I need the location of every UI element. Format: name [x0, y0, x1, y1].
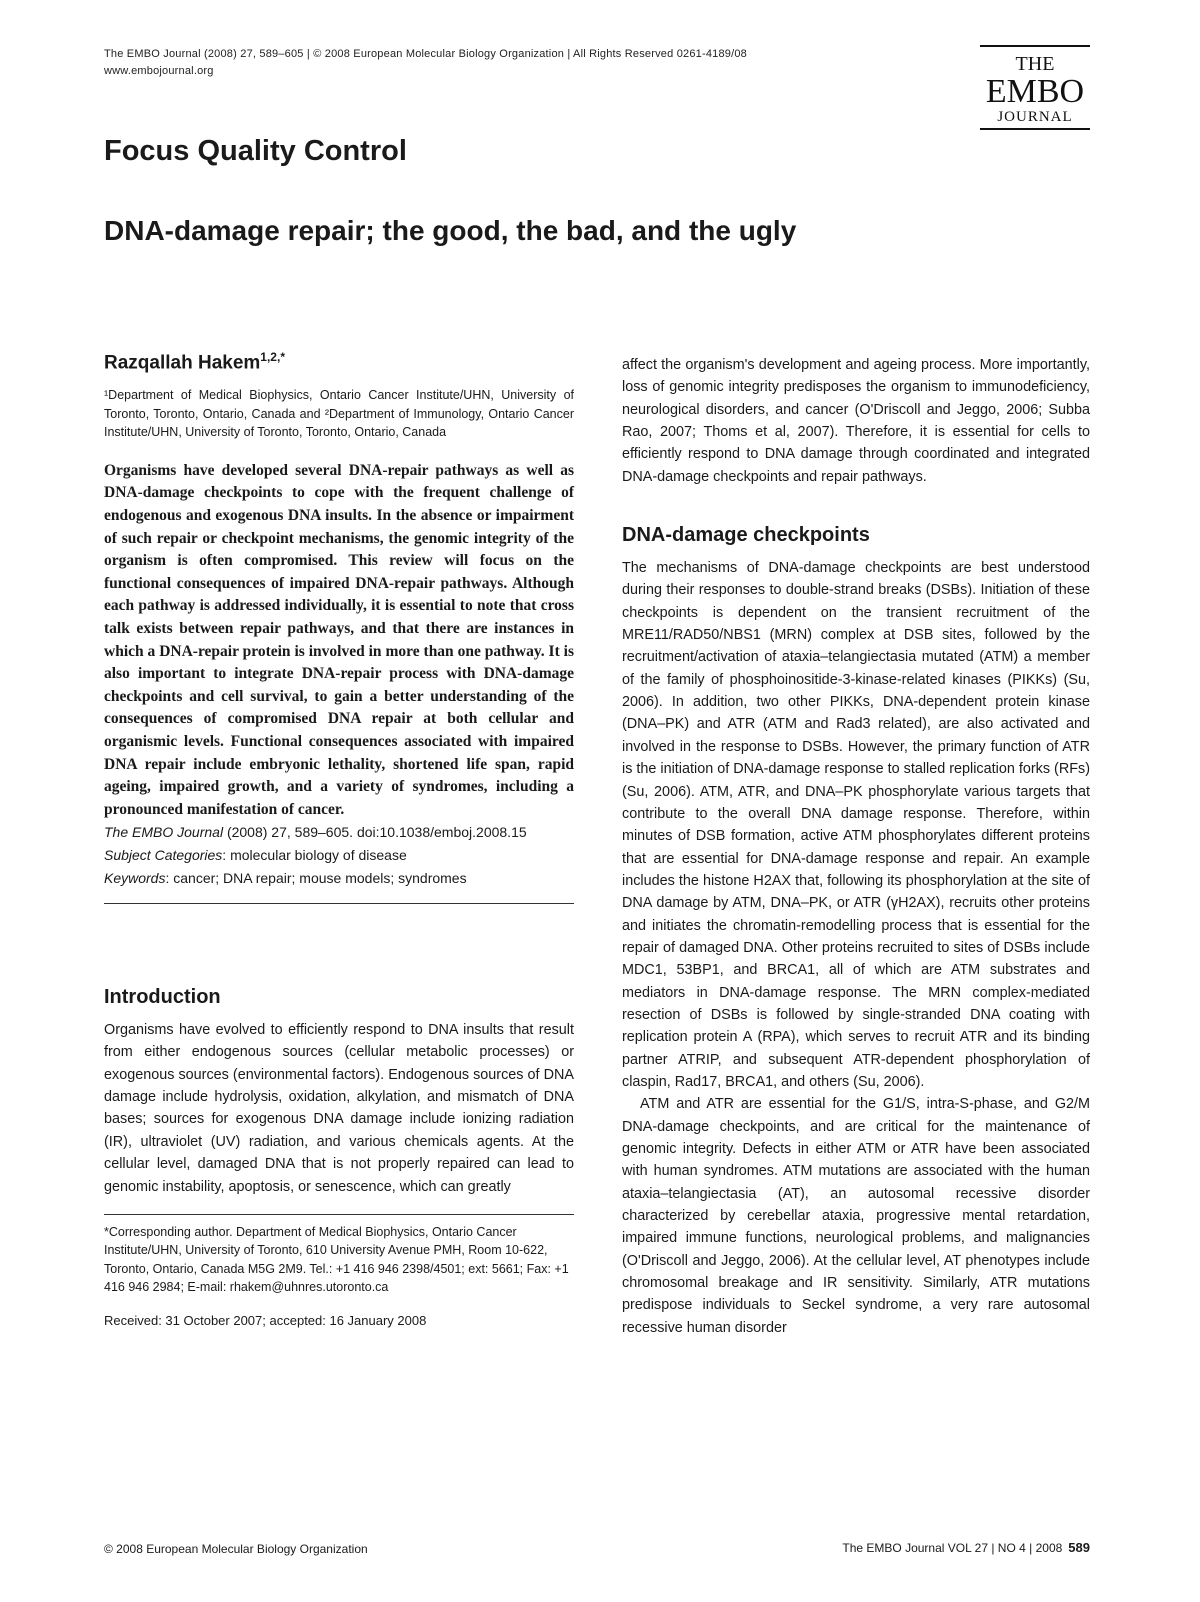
footnote-divider: [104, 1214, 574, 1215]
footer-copyright: © 2008 European Molecular Biology Organization: [104, 1542, 368, 1556]
keywords-value: : cancer; DNA repair; mouse models; syndromes: [165, 869, 467, 886]
keywords-label: Keywords: [104, 869, 166, 886]
subject-categories: [104, 844, 574, 867]
page-number: 589: [1068, 1540, 1090, 1555]
citation-details: (2008) 27, 589–605. doi:10.1038/emboj.2008.15: [223, 824, 527, 841]
journal-header-line: The EMBO Journal (2008) 27, 589–605 | © 2008 European Molecular Biology Organization | All Rights Reserved 0261-4189/08: [104, 48, 747, 60]
citation-journal: The EMBO Journal: [104, 824, 224, 841]
logo-bottom-rule: [980, 128, 1090, 130]
received-label: Received:: [104, 1312, 162, 1328]
checkpoints-heading: DNA-damage checkpoints: [622, 524, 870, 547]
introduction-text: Organisms have evolved to efficiently respond to DNA insults that result from either endogenous sources (cellular metabolic processes) or exogenous sources (environmental factors). Endogenous sources of DNA damage include hydrolysis, oxidation, alkylation, and mismatch of DNA bases; sources for exogenous DNA damage include ionizing radiation (IR), ultraviolet (UV) radiation, and various chemicals agents. At the cellular level, damaged DNA that is not properly repaired can lead to genomic instability, apoptosis, or senescence, which can greatly: [104, 1022, 574, 1195]
intro-continued-paragraph: affect the organism's development and ageing process. More importantly, loss of genomic integrity predisposes the organism to immunodeficiency, neurological disorders, and cancer (O'Driscoll and Jeggo, 2006; Subba Rao, 2007; Thoms et al, 2007). Therefore, it is essential for cells to efficiently respond to DNA damage through coordinated and integrated DNA-damage checkpoints and repair pathways.: [622, 357, 1090, 485]
left-column: [104, 350, 574, 1328]
abstract-divider: [104, 903, 574, 904]
author-name: Razqallah Hakem: [104, 352, 261, 374]
subject-value: : molecular biology of disease: [222, 846, 407, 863]
logo-the: THE: [1015, 53, 1055, 75]
citation: [104, 821, 574, 844]
journal-url[interactable]: www.embojournal.org: [104, 65, 214, 77]
footer-journal-info: [790, 1540, 1090, 1555]
logo-embo: EMBO: [985, 73, 1085, 110]
article-title: DNA-damage repair; the good, the bad, and the ugly: [104, 215, 797, 246]
subject-label: Subject Categories: [104, 846, 223, 863]
received-dates: [104, 1313, 574, 1328]
section-label: Focus Quality Control: [104, 135, 407, 167]
logo-top-rule: [980, 45, 1090, 47]
footer-volume: The EMBO Journal VOL 27 | NO 4 | 2008: [842, 1541, 1063, 1555]
logo-journal: JOURNAL: [997, 109, 1073, 125]
abstract: Organisms have developed several DNA-repair pathways as well as DNA-damage checkpoints to cope with the frequent challenge of endogenous and exogenous DNA insults. In the absence or impairment of such repair or checkpoint mechanisms, the genomic integrity of the organism is often compromised. This review will focus on the functional consequences of impaired DNA-repair pathways. Although each pathway is addressed individually, it is essential to note that cross talk exists between repair pathways, and that there are instances in which a DNA-repair protein is involved in more than one pathway. It is also important to integrate DNA-repair process with DNA-damage checkpoints and cell survival, to gain a better understanding of the consequences of compromised DNA repair at both cellular and organismic levels. Functional consequences associated with impaired DNA repair include embryonic lethality, shortened life span, rapid ageing, impaired growth, and a variety of syndromes, including a pronounced manifestation of cancer.: [104, 461, 574, 818]
embo-journal-logo: [980, 45, 1090, 130]
checkpoints-paragraph-2: ATM and ATR are essential for the G1/S, intra-S-phase, and G2/M DNA-damage checkpoints, and are critical for the maintenance of genomic integrity. Defects in either ATM or ATR have been associated with human syndromes. ATM mutations are associated with the human ataxia–telangiectasia (AT), an autosomal recessive disorder characterized by cerebellar ataxia, progressive mental retardation, impaired immune functions, neurological problems, and malignancies (O'Driscoll and Jeggo, 2006). At the cellular level, AT phenotypes include chromosomal breakage and IR sensitivity. Similarly, ATR mutations predispose individuals to Seckel syndrome, a very rare autosomal recessive human disorder: [622, 1096, 1090, 1336]
corresponding-author-footnote: *Corresponding author. Department of Medical Biophysics, Ontario Cancer Institute/UHN, University of Toronto, 610 University Avenue PMH, Room 10-622, Toronto, Ontario, Canada M5G 2M9. Tel.: +1 416 946 2398/4501; ext: 5661; Fax: +1 416 946 2984; E-mail: rhakem@uhnres.utoronto.ca: [104, 1224, 569, 1295]
received-date: 31 October 2007;: [161, 1312, 270, 1328]
accepted-label: accepted:: [269, 1312, 326, 1328]
citation-block: [104, 821, 574, 889]
accepted-date: 16 January 2008: [325, 1312, 427, 1328]
affiliations: ¹Department of Medical Biophysics, Ontario Cancer Institute/UHN, University of Toronto, Toronto, Ontario, Canada and ²Department of Immunology, Ontario Cancer Institute/UHN, University of Toronto, Toronto, Ontario, Canada: [104, 388, 574, 440]
introduction-heading: Introduction: [104, 986, 221, 1009]
author-line: [104, 350, 574, 374]
checkpoints-paragraph-1: The mechanisms of DNA-damage checkpoints are best understood during their responses to double-strand breaks (DSBs). Initiation of these checkpoints is dependent on the transient recruitment of the MRE11/RAD50/NBS1 (MRN) complex at DSB sites, followed by the recruitment/activation of ataxia–telangiectasia mutated (ATM) a member of the family of phosphoinositide-3-kinase-related kinases (PIKKs) (Su, 2006). In addition, two other PIKKs, DNA-dependent protein kinase (DNA–PK) and ATR (ATM and Rad3 related), are also activated and involved in the response to DSBs. However, the primary function of ATR is the initiation of DNA-damage response to stalled replication forks (RFs) (Su, 2006). ATM, ATR, and DNA–PK phosphorylate various targets that contribute to the overall DNA damage response. Therefore, within minutes of DSB formation, active ATM phosphorylates different proteins that are essential for DNA-damage response and repair. An example includes the histone H2AX that, following its phosphorylation at the site of DNA damage by ATM, DNA–PK, or ATR (γH2AX), recruits other proteins and initiates the chromatin-remodelling process that is essential for the repair of damaged DNA. Other proteins recruited to sites of DSBs include MDC1, 53BP1, and BRCA1, all of which are ATM substrates and mediators in DNA-damage response. The MRN complex-mediated resection of DSBs is followed by single-stranded DNA coating with replication protein A (RPA), which serves to recruit ATR and its binding partner ATRIP, and subsequent ATR-dependent phosphorylation of claspin, Rad17, BRCA1, and others (Su, 2006).: [622, 560, 1090, 1090]
author-marks: 1,2,*: [260, 350, 285, 364]
keywords: [104, 867, 574, 890]
right-column: [622, 354, 1090, 1339]
